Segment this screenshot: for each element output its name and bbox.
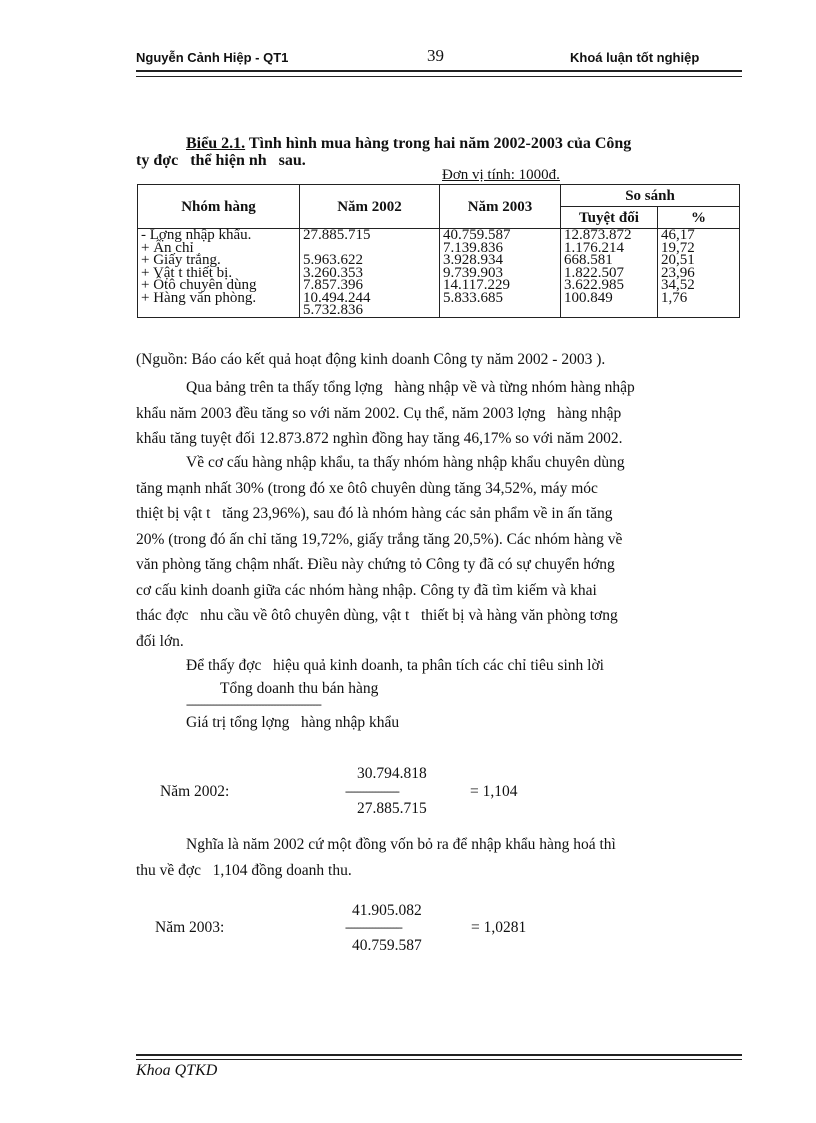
- group-cell: + Hàng văn phòng.: [141, 289, 257, 306]
- paragraph-line: 20% (trong đó ấn chỉ tăng 19,72%, giấy trắng tăng 20,5%). Các nhóm hàng về: [136, 530, 623, 548]
- paragraph-line: văn phòng tăng chậm nhất. Điều này chứng tỏ Công ty đã có sự chuyển hớng: [136, 556, 615, 573]
- value-2003: 3.928.934: [443, 252, 503, 268]
- paragraph-line: Về cơ cấu hàng nhập khẩu, ta thấy nhóm hàng nhập khẩu chuyên dùng: [186, 454, 625, 471]
- formula-numerator: Tổng doanh thu bán hàng: [220, 680, 379, 697]
- formula-denominator: Giá trị tổng lợng hàng nhập khẩu: [186, 714, 400, 731]
- value-percent: 23,96: [661, 264, 695, 281]
- group-cell: + Ấn chỉ: [141, 239, 194, 256]
- value-absolute: 1.176.214: [564, 239, 624, 256]
- footer-text: Khoa QTKD: [136, 1062, 218, 1079]
- value-2002: 5.963.622: [303, 252, 363, 268]
- header-percent: %: [658, 207, 740, 229]
- paragraph-line: Nghĩa là năm 2002 cứ một đồng vốn bỏ ra để nhập khẩu hàng hoá thì: [186, 836, 616, 853]
- header-rule-thick: [136, 70, 742, 72]
- paragraph-line: thu về đợc 1,104 đồng doanh thu.: [136, 861, 352, 879]
- calc2002-numerator: 30.794.818: [357, 765, 427, 782]
- paragraph-line: thiệt bị vật t tăng 23,96%), sau đó là nhóm hàng các sản phẩm về in ấn tăng: [136, 505, 613, 522]
- source-note: (Nguồn: Báo cáo kết quả hoạt động kinh doanh Công ty năm 2002 - 2003 ).: [136, 351, 606, 368]
- value-percent: 46,17: [661, 227, 695, 243]
- col-group: [138, 229, 300, 318]
- calc2002-result: = 1,104: [470, 783, 518, 800]
- value-percent: 20,51: [661, 252, 695, 268]
- header-2003: Năm 2003: [440, 185, 561, 229]
- group-cell: + Ôtô chuyên dùng: [141, 277, 257, 293]
- value-absolute: 668.581: [564, 252, 613, 268]
- calc2003-bar: -------------------: [345, 920, 402, 934]
- paragraph-1: [136, 375, 740, 452]
- value-2002: 7.857.396: [303, 277, 363, 293]
- calc2003-result: = 1,0281: [471, 919, 527, 936]
- value-percent: 1,76: [661, 289, 688, 306]
- paragraph-4: [136, 832, 740, 883]
- col-2002: [300, 229, 440, 318]
- unit-note: Đơn vị tính: 1000đ.: [442, 167, 560, 183]
- value-2002: 5.732.836: [303, 302, 363, 318]
- value-2003: 5.833.685: [443, 289, 503, 306]
- paragraph-line: Qua bảng trên ta thấy tổng lợng hàng nhập về và từng nhóm hàng nhập: [186, 379, 635, 396]
- header-compare: So sánh: [561, 185, 740, 207]
- value-percent: 19,72: [661, 239, 695, 256]
- header-doc-title: Khoá luận tốt nghiệp: [570, 50, 700, 65]
- value-2003: 7.139.836: [443, 239, 503, 256]
- calc2003-denominator: 40.759.587: [352, 937, 422, 954]
- value-percent: 34,52: [661, 277, 695, 293]
- purchase-table: [137, 184, 740, 318]
- page-number: 39: [427, 46, 444, 65]
- value-2003: 9.739.903: [443, 264, 503, 281]
- formula-bar: ---------------------------------------------: [186, 697, 321, 711]
- value-2003: 14.117.229: [443, 277, 510, 293]
- calc2002-label: Năm 2002:: [160, 783, 230, 800]
- header-rule-thin: [136, 76, 742, 77]
- group-cell: + Vật t thiết bị.: [141, 264, 233, 281]
- paragraph-line: khẩu tăng tuyệt đối 12.873.872 nghìn đồng hay tăng 46,17% so với năm 2002.: [136, 430, 623, 447]
- header-2002: Năm 2002: [300, 185, 440, 229]
- table-title-line2: ty đợc thể hiện nh sau.: [136, 152, 306, 169]
- value-2002: 10.494.244: [303, 289, 371, 306]
- header-absolute: Tuyệt đối: [561, 207, 658, 229]
- col-2003: [440, 229, 561, 318]
- calc2002-denominator: 27.885.715: [357, 800, 427, 817]
- group-cell: - Lợng nhập khẩu.: [141, 227, 252, 243]
- value-2003: 40.759.587: [443, 227, 511, 243]
- paragraph-line: cơ cấu kinh doanh giữa các nhóm hàng nhập. Công ty đã tìm kiếm và khai: [136, 581, 597, 599]
- col-percent: [658, 229, 740, 318]
- value-absolute: 1.822.507: [564, 264, 624, 281]
- footer-rule-thick: [136, 1054, 742, 1056]
- header-group: Nhóm hàng: [138, 185, 300, 229]
- calc2003-label: Năm 2003:: [155, 919, 225, 936]
- value-2002: 3.260.353: [303, 264, 363, 281]
- table-title-text: Tình hình mua hàng trong hai năm 2002-2003 của Công: [245, 135, 632, 152]
- paragraph-2: [136, 450, 740, 654]
- value-absolute: 100.849: [564, 289, 613, 306]
- value-absolute: 12.873.872: [564, 227, 632, 243]
- group-cell: + Giấy trắng.: [141, 252, 221, 268]
- paragraph-line: đối lớn.: [136, 632, 184, 650]
- paragraph-line: khẩu năm 2003 đều tăng so với năm 2002. Cụ thể, năm 2003 lợng hàng nhập: [136, 404, 622, 422]
- paragraph-line: thác đợc nhu cầu về ôtô chuyên dùng, vật t thiết bị và hàng văn phòng tơng: [136, 607, 618, 624]
- paragraph-line: tăng mạnh nhất 30% (trong đó xe ôtô chuyên dùng tăng 34,52%, máy móc: [136, 479, 598, 497]
- table-title-label: Biểu 2.1.: [186, 135, 246, 152]
- paragraph-3: Để thấy đợc hiệu quả kinh doanh, ta phân tích các chỉ tiêu sinh lời: [186, 657, 604, 674]
- col-absolute: [561, 229, 658, 318]
- footer-rule-thin: [136, 1059, 742, 1060]
- value-absolute: 3.622.985: [564, 277, 624, 293]
- calc2003-numerator: 41.905.082: [352, 902, 422, 919]
- calc2002-bar: ------------------: [345, 784, 399, 798]
- value-2002: 27.885.715: [303, 227, 371, 243]
- header-author: Nguyễn Cảnh Hiệp - QT1: [136, 50, 289, 65]
